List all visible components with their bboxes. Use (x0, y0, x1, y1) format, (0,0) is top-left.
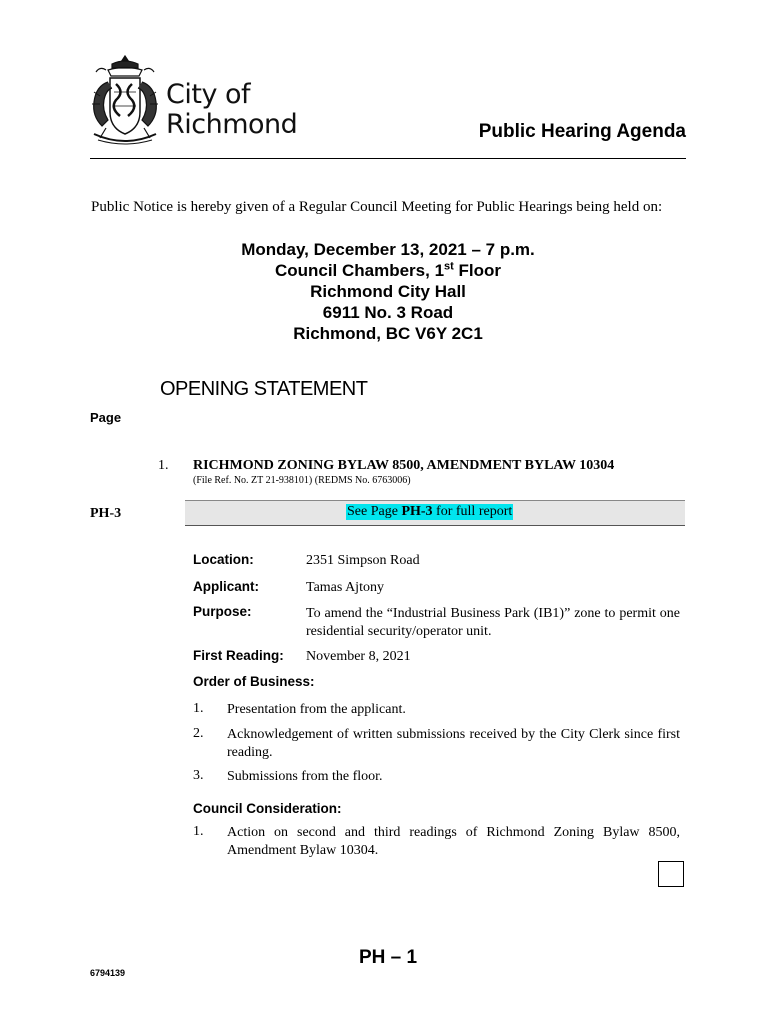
applicant-label: Applicant: (193, 579, 259, 594)
page-number: PH – 1 (359, 947, 418, 968)
order-item-number: 3. (193, 768, 204, 783)
venue-superscript: st (444, 260, 454, 273)
purpose-value: To amend the “Industrial Business Park (IB1)” zone to permit one residential security/operator unit. (306, 606, 680, 639)
meeting-building: Richmond City Hall (310, 282, 466, 301)
item-file-reference: (File Ref. No. ZT 21-938101) (REDMS No. 6763006) (193, 475, 411, 486)
applicant-value: Tamas Ajtony (306, 580, 384, 595)
order-item-text: Submissions from the floor. (227, 769, 383, 784)
city-crest-logo (86, 52, 164, 148)
page-reference: PH-3 (90, 506, 122, 521)
approval-checkbox[interactable] (658, 861, 684, 887)
document-title: Public Hearing Agenda (478, 121, 686, 142)
order-item-number: 1. (193, 701, 204, 716)
order-item-text: Presentation from the applicant. (227, 702, 406, 717)
report-link-page: PH-3 (401, 504, 433, 519)
org-name-line2: Richmond (166, 109, 298, 140)
order-item-number: 2. (193, 726, 204, 741)
item-title: RICHMOND ZONING BYLAW 8500, AMENDMENT BYLAW 10304 (193, 458, 615, 473)
consideration-item-text: Action on second and third readings of Richmond Zoning Bylaw 8500, Amendment Bylaw 10304. (227, 825, 680, 858)
council-consideration-heading: Council Consideration: (193, 801, 342, 816)
org-name-line1: City of (166, 79, 251, 110)
header-divider (90, 158, 686, 159)
venue-floor: Floor (453, 261, 502, 280)
meeting-city: Richmond, BC V6Y 2C1 (293, 324, 483, 343)
report-link-suffix: for full report (432, 504, 513, 519)
document-id: 6794139 (90, 968, 126, 978)
order-item-text: Acknowledgement of written submissions received by the City Clerk since first reading. (227, 727, 680, 760)
opening-statement-heading: OPENING STATEMENT (160, 378, 368, 400)
meeting-venue (90, 260, 686, 281)
org-name (166, 80, 297, 140)
public-notice-text: Public Notice is hereby given of a Regular Council Meeting for Public Hearings being held on: (91, 199, 663, 215)
location-label: Location: (193, 552, 254, 567)
order-of-business-heading: Order of Business: (193, 674, 315, 689)
first-reading-label: First Reading: (193, 648, 284, 663)
meeting-datetime: Monday, December 13, 2021 – 7 p.m. (241, 240, 535, 259)
first-reading-value: November 8, 2021 (306, 649, 411, 664)
purpose-label: Purpose: (193, 604, 252, 619)
meeting-details (90, 239, 686, 344)
item-number: 1. (158, 458, 169, 473)
meeting-street: 6911 No. 3 Road (322, 303, 454, 322)
location-value: 2351 Simpson Road (306, 553, 420, 568)
report-link-prefix: See Page (347, 504, 402, 519)
page-column-label: Page (90, 410, 122, 425)
venue-text: Council Chambers, 1 (274, 261, 445, 280)
full-report-link[interactable] (346, 504, 513, 520)
consideration-item-number: 1. (193, 824, 204, 839)
